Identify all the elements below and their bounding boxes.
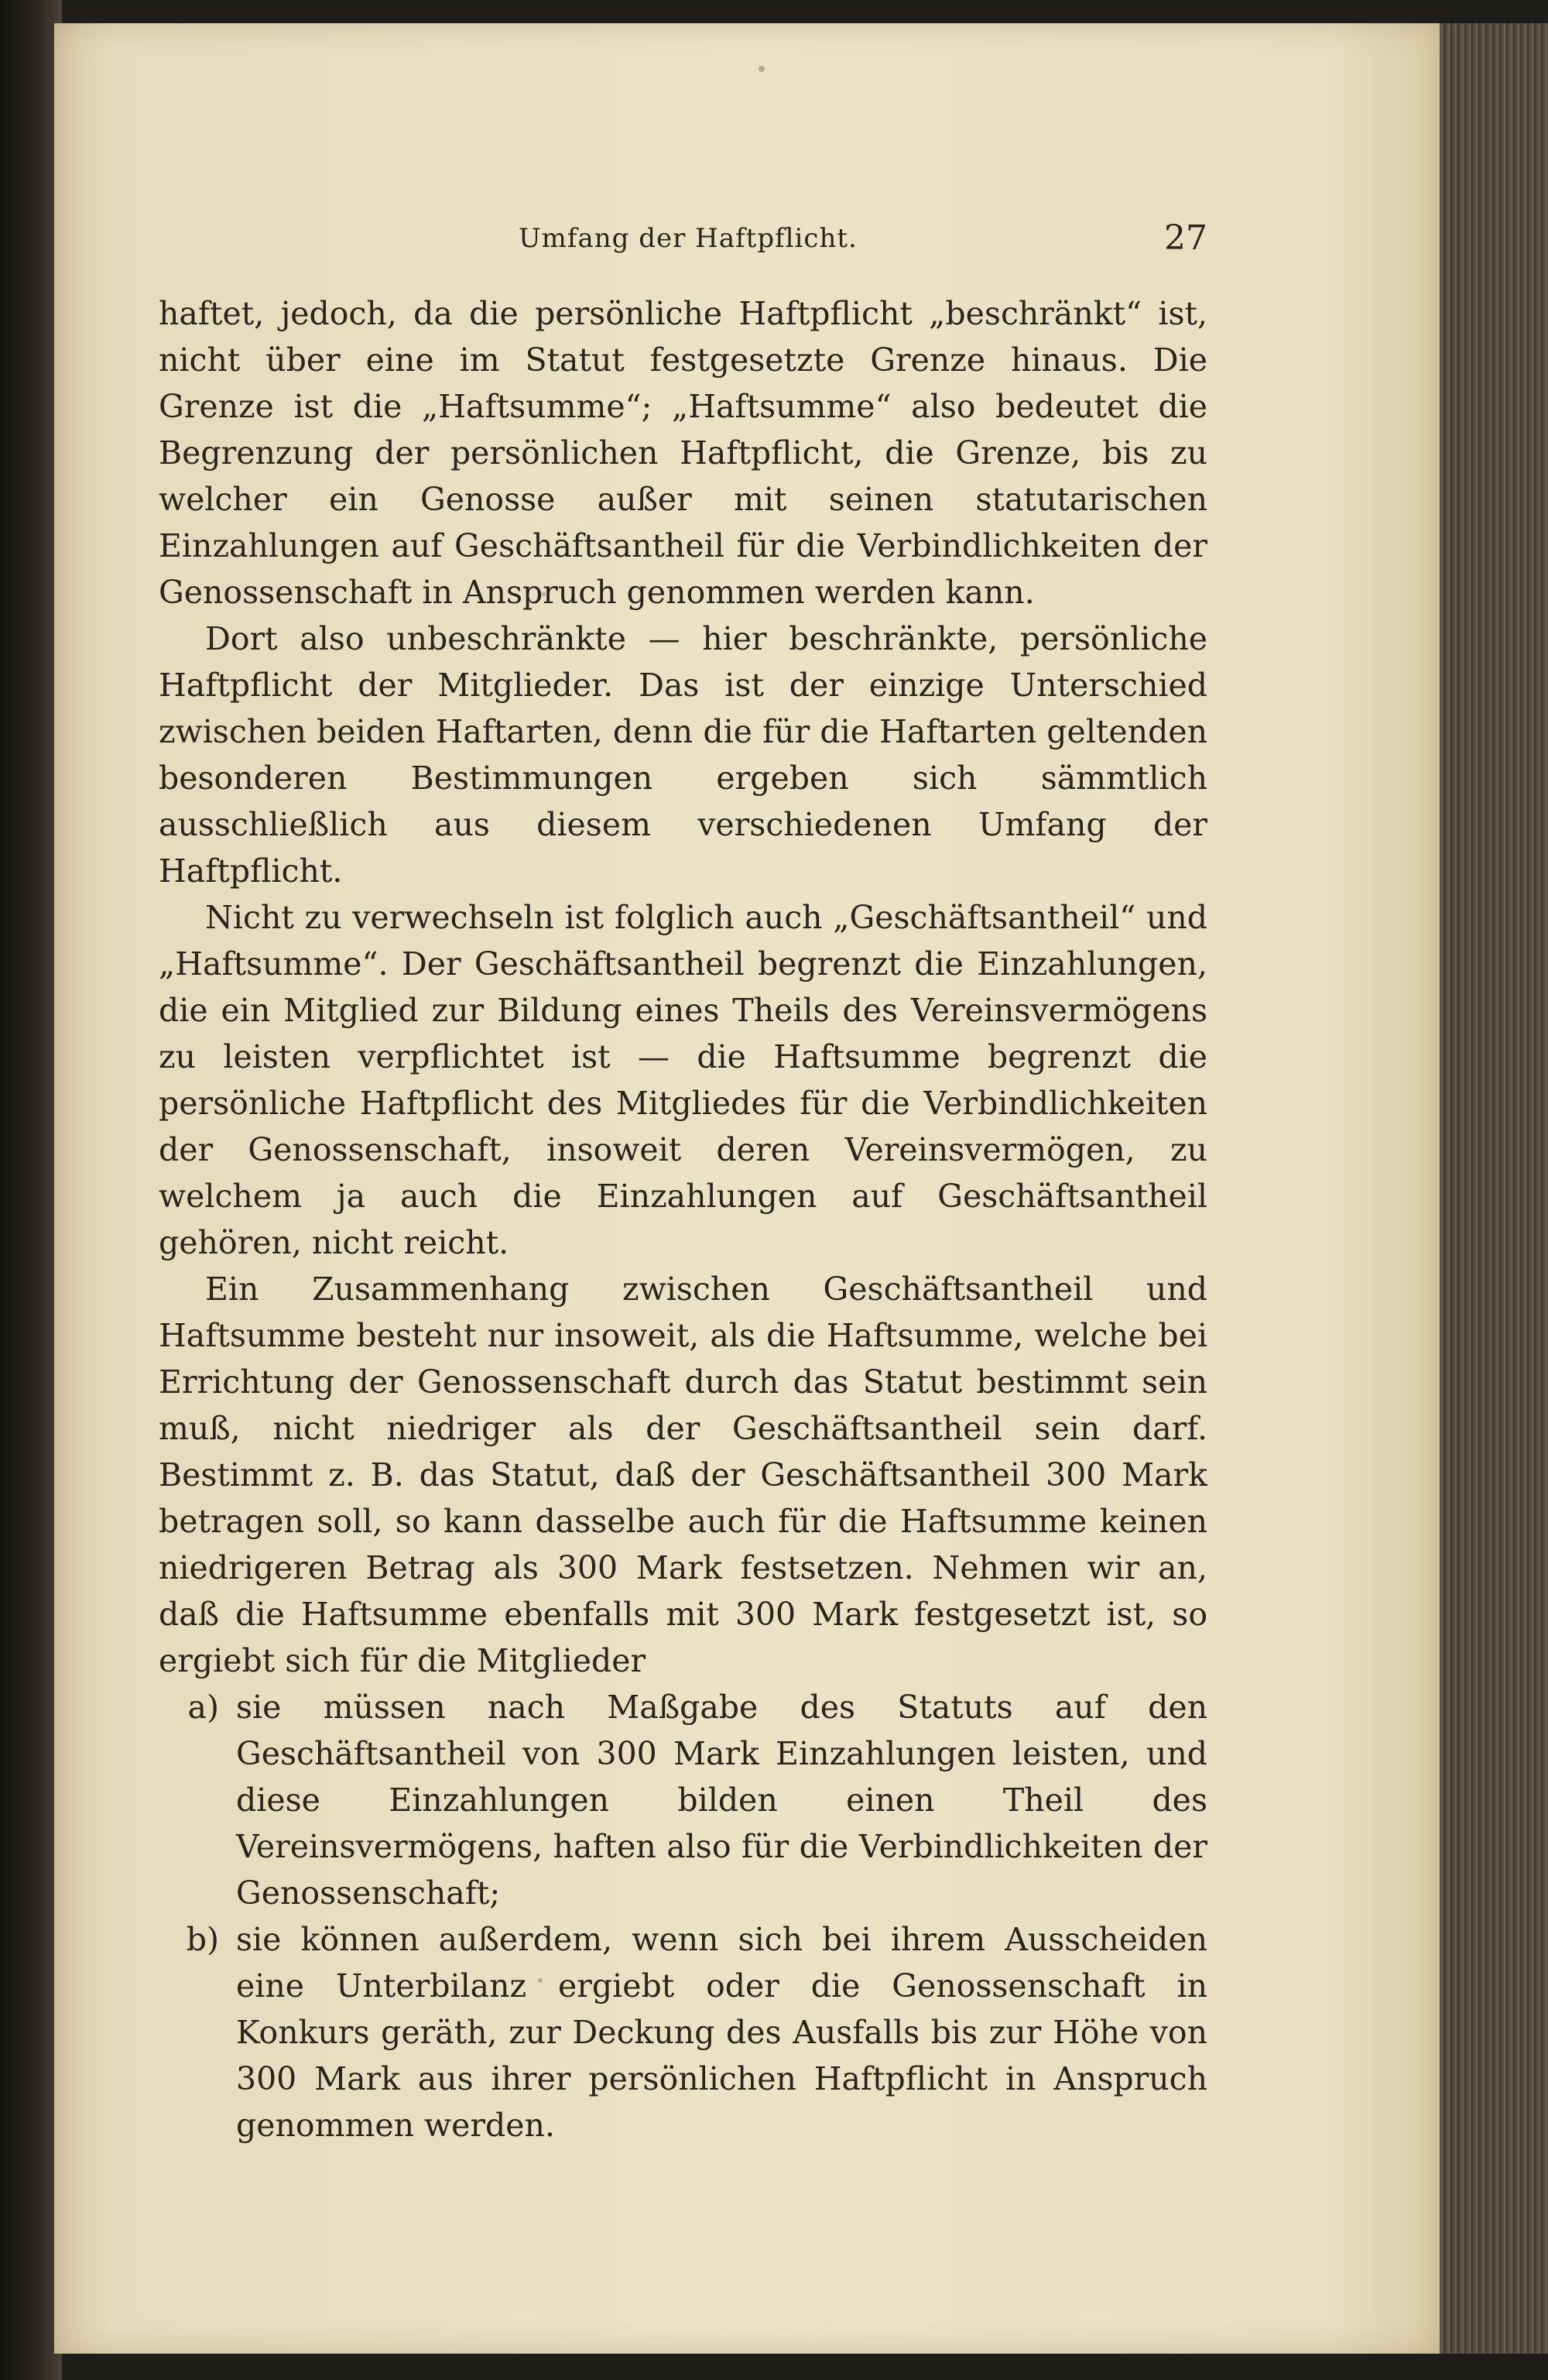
paragraph-1: haftet, jedoch, da die persönliche Haftpflicht „beschränkt“ ist, nicht über eine im Statut festgesetzte Grenze hinaus. Die Grenze ist die „Haftsumme“; „Haftsumme“ also bedeutet die Begrenzung der persönlichen Haftpflicht, die Grenze, bis zu welcher ein Genosse außer mit seinen statutarischen Einzahlungen auf Geschäftsantheil für die Verbindlichkeiten der Genossenschaft in Anspruch genommen werden kann. bbox=[159, 295, 1207, 611]
page-edges bbox=[1440, 23, 1548, 2354]
list-item-a bbox=[159, 1684, 1207, 1916]
paragraph-2: Dort also unbeschränkte — hier beschränkte, persönliche Haftpflicht der Mitglieder. Das ist der einzige Unterschied zwischen beiden Haftarten, denn die für die Haftarten geltenden besonderen Bestimmungen ergeben sich sämmtlich ausschließlich aus diesem verschiedenen Umfang der Haftpflicht. bbox=[159, 620, 1207, 890]
running-head: Umfang der Haftpflicht. bbox=[519, 223, 858, 254]
list-item-b bbox=[159, 1916, 1207, 2149]
list-label: a) bbox=[187, 1689, 219, 1726]
list-label: b) bbox=[186, 1921, 219, 1958]
paper-spot bbox=[759, 66, 765, 72]
page-header bbox=[155, 218, 1207, 262]
paragraph-4: Ein Zusammenhang zwischen Geschäftsantheil und Haftsumme besteht nur insoweit, als die Haftsumme, welche bei Errichtung der Genossenschaft durch das Statut bestimmt sein muß, nicht niedriger als der Geschäftsantheil sein darf. Bestimmt z. B. das Statut, daß der Geschäftsantheil 300 Mark betragen soll, so kann dasselbe auch für die Haftsumme keinen niedrigeren Betrag als 300 Mark festsetzen. Nehmen wir an, daß die Haftsumme ebenfalls mit 300 Mark festgesetzt ist, so ergiebt sich für die Mitglieder bbox=[159, 1271, 1207, 1679]
paragraph-3: Nicht zu verwechseln ist folglich auch „Geschäftsantheil“ und „Haftsumme“. Der Geschäftsantheil begrenzt die Einzahlungen, die ein Mitglied zur Bildung eines Theils des Vereinsvermögens zu leisten verpflichtet ist — die Haftsumme begrenzt die persönliche Haftpflicht des Mitgliedes für die Verbindlichkeiten der Genossenschaft, insoweit deren Vereinsvermögen, zu welchem ja auch die Einzahlungen auf Geschäftsantheil gehören, nicht reicht. bbox=[159, 899, 1207, 1261]
page-number: 27 bbox=[1164, 218, 1207, 258]
body-text bbox=[159, 290, 1207, 2149]
list-text: sie können außerdem, wenn sich bei ihrem Ausscheiden eine Unterbilanz ergiebt oder die Genossenschaft in Konkurs geräth, zur Deckung des Ausfalls bis zur Höhe von 300 Mark aus ihrer persönlichen Haftpflicht in Anspruch genommen werden. bbox=[236, 1921, 1207, 2144]
book-spine-shadow bbox=[0, 0, 62, 2380]
list-text: sie müssen nach Maßgabe des Statuts auf den Geschäftsantheil von 300 Mark Einzahlungen leisten, und diese Einzahlungen bilden einen Theil des Vereinsvermögens, haften also für die Verbindlichkeiten der Genossenschaft; bbox=[236, 1689, 1207, 1912]
